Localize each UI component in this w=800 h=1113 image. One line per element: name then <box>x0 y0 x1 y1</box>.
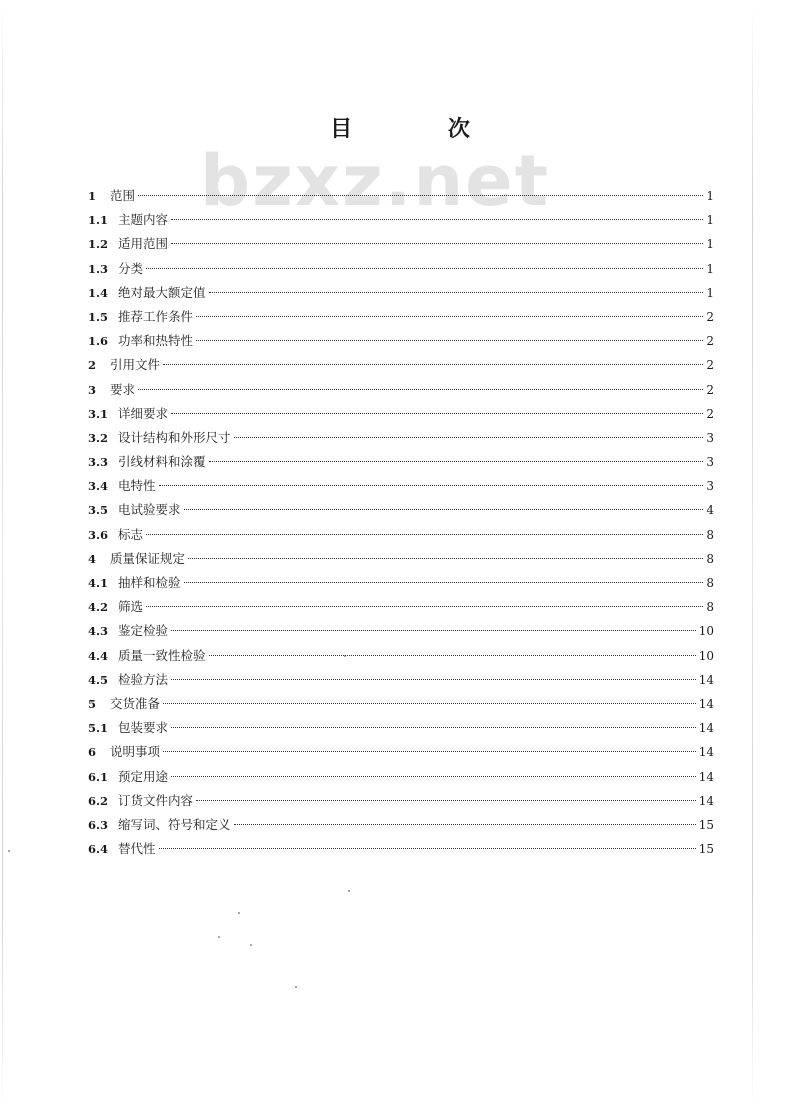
toc-entry <box>88 647 714 671</box>
toc-entry <box>88 574 714 598</box>
toc-entry-number: 3.6 <box>88 527 109 542</box>
toc-entry-title: 范围 <box>110 188 136 203</box>
toc-entry <box>88 550 714 574</box>
toc-entry-page: 2 <box>706 358 714 373</box>
toc-entry-title: 缩写词、符号和定义 <box>118 816 231 832</box>
toc-entry-page: 1 <box>706 285 714 300</box>
toc-entry-page: 14 <box>698 769 714 784</box>
toc-leader-dots <box>171 630 696 631</box>
toc-entry-page: 3 <box>706 455 714 470</box>
toc-entry-title: 详细要求 <box>118 405 169 421</box>
toc-entry-page: 15 <box>698 842 714 857</box>
toc-entry-title: 交货准备 <box>110 695 161 711</box>
toc-entry-number: 1.5 <box>88 309 109 324</box>
toc-leader-dots <box>171 219 703 220</box>
toc-entry-page: 1 <box>706 261 714 276</box>
toc-entry-page: 3 <box>706 430 714 445</box>
toc-leader-dots <box>209 461 703 462</box>
toc-entry-title: 引线材料和涂覆 <box>118 454 206 470</box>
toc-entry-page: 4 <box>706 503 714 518</box>
toc-entry-page: 10 <box>698 624 714 639</box>
toc-leader-dots <box>146 268 703 269</box>
toc-leader-dots <box>146 534 703 535</box>
toc-entry-number: 6.3 <box>88 817 109 832</box>
toc-entry <box>88 768 714 792</box>
toc-entry-title: 抽样和检验 <box>118 575 181 590</box>
toc-entry-page: 10 <box>698 648 714 663</box>
toc-entry <box>88 671 714 695</box>
toc-entry-page: 14 <box>698 721 714 736</box>
toc-entry-title: 引用文件 <box>110 357 161 373</box>
toc-leader-dots <box>196 800 696 801</box>
toc-entry <box>88 719 714 743</box>
toc-leader-dots <box>138 195 703 196</box>
toc-entry-title: 标志 <box>118 526 144 542</box>
toc-entry-number: 4.5 <box>88 672 109 687</box>
toc-entry <box>88 187 714 211</box>
toc-entry-page: 1 <box>706 189 714 203</box>
toc-entry-number: 3.4 <box>88 479 109 494</box>
page-title: 目 次 <box>330 116 514 142</box>
toc-entry-number: 1.4 <box>88 285 109 300</box>
toc-leader-dots <box>171 243 703 244</box>
toc-entry <box>88 792 714 816</box>
toc-entry-page: 2 <box>706 406 714 421</box>
toc-leader-dots <box>209 292 703 293</box>
toc-entry <box>88 211 714 235</box>
toc-entry-number: 6 <box>88 745 97 760</box>
toc-entry <box>88 453 714 477</box>
scan-speck <box>218 936 220 938</box>
toc-entry-number: 5 <box>88 696 97 711</box>
toc-leader-dots <box>171 727 696 728</box>
toc-entry-page: 14 <box>698 696 714 711</box>
toc-entry-page: 8 <box>706 576 714 590</box>
toc-entry <box>88 477 714 501</box>
toc-leader-dots <box>234 824 696 825</box>
toc-leader-dots <box>209 655 696 656</box>
toc-entry <box>88 526 714 550</box>
toc-leader-dots <box>171 679 696 680</box>
toc-entry-page: 2 <box>706 309 714 324</box>
toc-entry-number: 3.5 <box>88 503 109 518</box>
toc-entry-number: 1.2 <box>88 237 109 252</box>
toc-entry-number: 1.1 <box>88 213 109 228</box>
scan-edge-right <box>752 0 753 1113</box>
toc-leader-dots <box>171 776 696 777</box>
toc-entry <box>88 284 714 308</box>
toc-entry-number: 6.4 <box>88 842 109 857</box>
toc-entry <box>88 405 714 429</box>
scan-edge-left <box>2 0 3 1113</box>
toc-entry <box>88 260 714 284</box>
toc-entry-number: 3 <box>88 382 97 397</box>
toc-entry-title: 设计结构和外形尺寸 <box>118 429 231 445</box>
toc-entry-number: 1.3 <box>88 261 109 276</box>
toc-entry <box>88 429 714 453</box>
toc-leader-dots <box>159 485 703 486</box>
toc-entry-title: 预定用途 <box>118 768 169 784</box>
toc-entry <box>88 356 714 380</box>
toc-entry <box>88 695 714 719</box>
toc-entry-page: 1 <box>706 237 714 252</box>
toc-entry-page: 1 <box>706 213 714 228</box>
toc-entry-title: 推荐工作条件 <box>118 308 194 324</box>
toc-entry-title: 检验方法 <box>118 671 169 687</box>
toc-entry <box>88 743 714 767</box>
toc-entry-page: 8 <box>706 600 714 615</box>
toc-entry-title: 替代性 <box>118 841 156 857</box>
toc-entry-title: 电试验要求 <box>118 502 181 518</box>
toc-entry-number: 5.1 <box>88 721 109 736</box>
toc-entry-number: 4.2 <box>88 600 109 615</box>
toc-leader-dots <box>163 703 696 704</box>
toc-leader-dots <box>196 316 703 317</box>
toc-entry-number: 4 <box>88 551 97 566</box>
toc-entry-page: 2 <box>706 334 714 349</box>
toc-leader-dots <box>196 340 703 341</box>
toc-entry <box>88 332 714 356</box>
toc-entry <box>88 840 714 864</box>
toc-entry-title: 包装要求 <box>118 720 169 736</box>
table-of-contents <box>88 187 714 864</box>
toc-entry <box>88 622 714 646</box>
toc-entry-title: 质量一致性检验 <box>118 647 206 663</box>
toc-entry <box>88 235 714 259</box>
toc-entry-title: 功率和热特性 <box>118 333 194 349</box>
toc-entry <box>88 598 714 622</box>
toc-leader-dots <box>138 389 703 390</box>
toc-entry-page: 14 <box>698 793 714 808</box>
toc-leader-dots <box>171 413 703 414</box>
toc-leader-dots <box>184 509 703 510</box>
toc-entry-number: 2 <box>88 358 97 373</box>
scan-speck <box>250 944 252 946</box>
toc-entry-number: 3.3 <box>88 455 109 470</box>
toc-entry-page: 14 <box>698 745 714 760</box>
toc-entry-number: 6.2 <box>88 793 109 808</box>
toc-entry-title: 电特性 <box>118 478 156 494</box>
scan-speck <box>295 986 297 988</box>
toc-leader-dots <box>234 437 703 438</box>
toc-entry-page: 15 <box>698 817 714 832</box>
toc-entry <box>88 308 714 332</box>
toc-leader-dots <box>163 751 696 752</box>
toc-entry-title: 适用范围 <box>118 236 169 252</box>
toc-leader-dots <box>184 582 703 583</box>
toc-entry-title: 要求 <box>110 381 136 397</box>
toc-entry-number: 3.1 <box>88 406 109 421</box>
toc-entry-title: 筛选 <box>118 599 144 615</box>
toc-leader-dots <box>188 558 703 559</box>
toc-leader-dots <box>146 606 703 607</box>
toc-entry <box>88 381 714 405</box>
toc-entry <box>88 816 714 840</box>
toc-entry-page: 8 <box>706 527 714 542</box>
toc-entry-title: 订货文件内容 <box>118 792 194 808</box>
toc-entry-number: 1 <box>88 189 97 203</box>
toc-entry-title: 鉴定检验 <box>118 623 169 639</box>
toc-entry-title: 绝对最大额定值 <box>118 284 206 300</box>
toc-entry-number: 6.1 <box>88 769 109 784</box>
scan-speck <box>348 890 350 892</box>
toc-entry-page: 3 <box>706 479 714 494</box>
toc-entry-number: 1.6 <box>88 334 109 349</box>
toc-entry-number: 4.4 <box>88 648 109 663</box>
toc-leader-dots <box>159 848 696 849</box>
toc-entry-page: 8 <box>706 551 714 566</box>
scan-speck <box>238 912 240 914</box>
toc-entry <box>88 501 714 525</box>
watermark: bzxz.net <box>200 140 551 222</box>
toc-entry-number: 4.1 <box>88 576 109 590</box>
toc-entry-title: 质量保证规定 <box>110 550 186 566</box>
toc-entry-title: 分类 <box>118 260 144 276</box>
toc-entry-number: 3.2 <box>88 430 109 445</box>
toc-entry-title: 说明事项 <box>110 744 161 760</box>
toc-entry-page: 2 <box>706 382 714 397</box>
toc-entry-title: 主题内容 <box>118 212 169 228</box>
toc-leader-dots <box>163 364 703 365</box>
scan-speck <box>8 850 10 852</box>
toc-entry-number: 4.3 <box>88 624 109 639</box>
toc-entry-page: 14 <box>698 672 714 687</box>
